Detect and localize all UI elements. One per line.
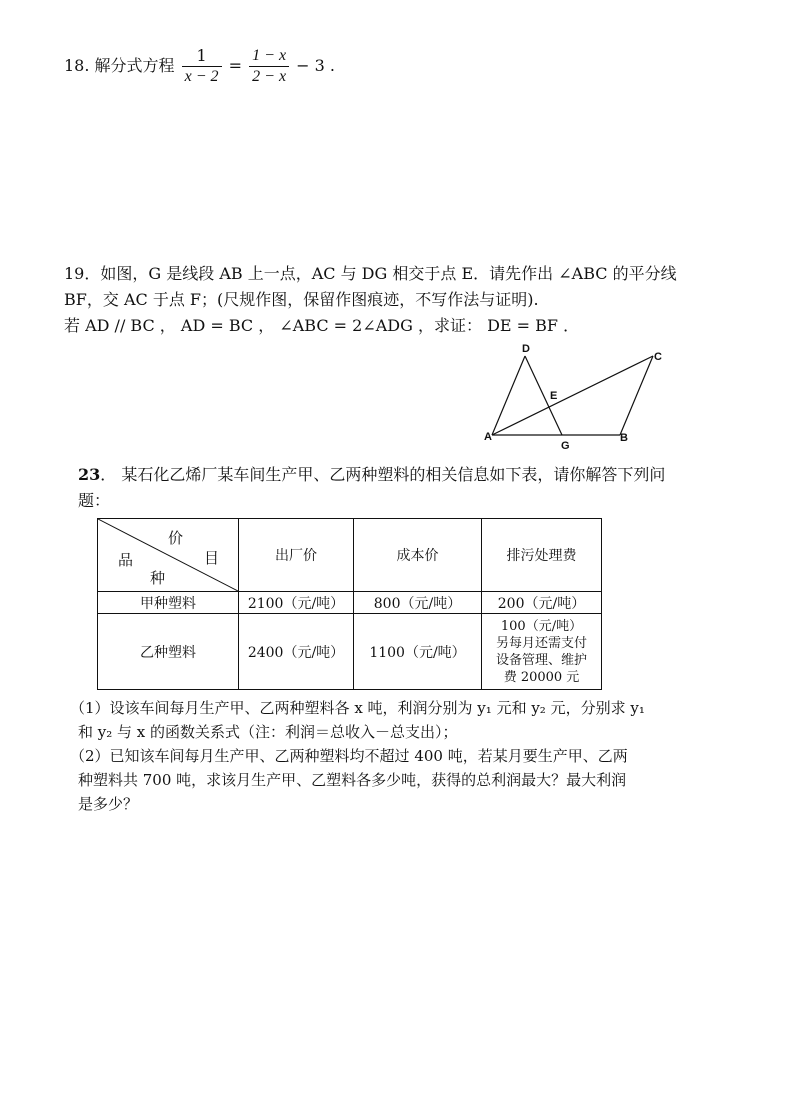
plastics-table: [97, 518, 602, 690]
q23-line-2: 题：: [78, 491, 111, 510]
table-cell-fee: 200（元/吨）: [482, 592, 602, 614]
label-G: G: [561, 440, 570, 450]
q18-frac2-denominator: 2 − x: [252, 68, 287, 85]
table-header: 排污处理费: [482, 519, 602, 592]
table-header-row: [98, 519, 602, 592]
label-B: B: [620, 432, 628, 444]
segment-AD: [492, 356, 525, 435]
segment-AC: [492, 356, 653, 435]
segment-BC: [620, 356, 653, 435]
table-cell-price: 2400（元/吨）: [239, 614, 354, 690]
q18-frac1-denominator: x − 2: [184, 68, 219, 85]
table-header: 出厂价: [239, 519, 354, 592]
label-A: A: [484, 431, 492, 443]
table-cell-fee: [482, 614, 602, 690]
q23-intro: ． 某石化乙烯厂某车间生产甲、乙两种塑料的相关信息如下表，请你解答下列问: [100, 465, 666, 484]
table-cell-price: 2100（元/吨）: [239, 592, 354, 614]
q18-equals: =: [228, 56, 243, 75]
table-cell-cost: 800（元/吨）: [354, 592, 482, 614]
q19-line-1: 19．如图，G 是线段 AB 上一点，AC 与 DG 相交于点 E．请先作出 ∠ABC 的平分线: [64, 264, 677, 283]
label-E: E: [550, 390, 558, 402]
fee-line: 另每月还需支付: [495, 635, 587, 651]
q18-fraction-1: [182, 46, 222, 87]
fee-line: 100（元/吨）: [500, 618, 583, 634]
q18-frac1-numerator: 1: [182, 46, 222, 67]
q18-frac2-numerator: 1 − x: [249, 46, 289, 67]
q23-part2-line-2: 种塑料共 700 吨，求该月生产甲、乙塑料各多少吨，获得的总利润最大？最大利润: [78, 771, 627, 789]
fee-line: 费 20000 元: [503, 669, 580, 685]
table-row: [98, 614, 602, 690]
q18-equation: [64, 46, 335, 87]
q23-line-1: [78, 465, 665, 485]
fee-line: 设备管理、维护: [495, 652, 587, 668]
q23-part1-line-1: （1）设该车间每月生产甲、乙两种塑料各 x 吨，利润分别为 y₁ 元和 y₂ 元，分别求 y₁: [70, 699, 645, 717]
corner-mu: 目: [204, 549, 220, 567]
q19-line-3: 若 AD // BC ， AD = BC ， ∠ABC = 2∠ADG ，求证： DE = BF ．: [64, 316, 580, 335]
table-row: [98, 592, 602, 614]
label-D: D: [522, 343, 530, 355]
q18-prefix: 18. 解分式方程: [64, 56, 175, 75]
q23-part1-line-2: 和 y₂ 与 x 的函数关系式（注：利润＝总收入－总支出）；: [78, 723, 458, 741]
corner-zhong: 种: [150, 569, 166, 587]
table-cell-name: 乙种塑料: [98, 614, 239, 690]
corner-jia: 价: [168, 529, 184, 547]
corner-pin: 品: [118, 551, 134, 569]
q18-suffix: − 3 .: [296, 56, 335, 75]
q23-part2-line-1: （2）已知该车间每月生产甲、乙两种塑料均不超过 400 吨，若某月要生产甲、乙两: [70, 747, 628, 765]
label-C: C: [654, 351, 662, 363]
q18-fraction-2: [249, 46, 289, 87]
table-cell-name: 甲种塑料: [98, 592, 239, 614]
q23-part2-line-3: 是多少？: [78, 795, 139, 813]
table-header: 成本价: [354, 519, 482, 592]
table-cell-cost: 1100（元/吨）: [354, 614, 482, 690]
q23-number: 23: [78, 465, 101, 484]
q19-line-2: BF，交 AC 于点 F；(尺规作图，保留作图痕迹，不写作法与证明).: [64, 290, 539, 309]
q19-geometry-figure: [480, 340, 670, 450]
table-corner-cell: [98, 519, 239, 592]
